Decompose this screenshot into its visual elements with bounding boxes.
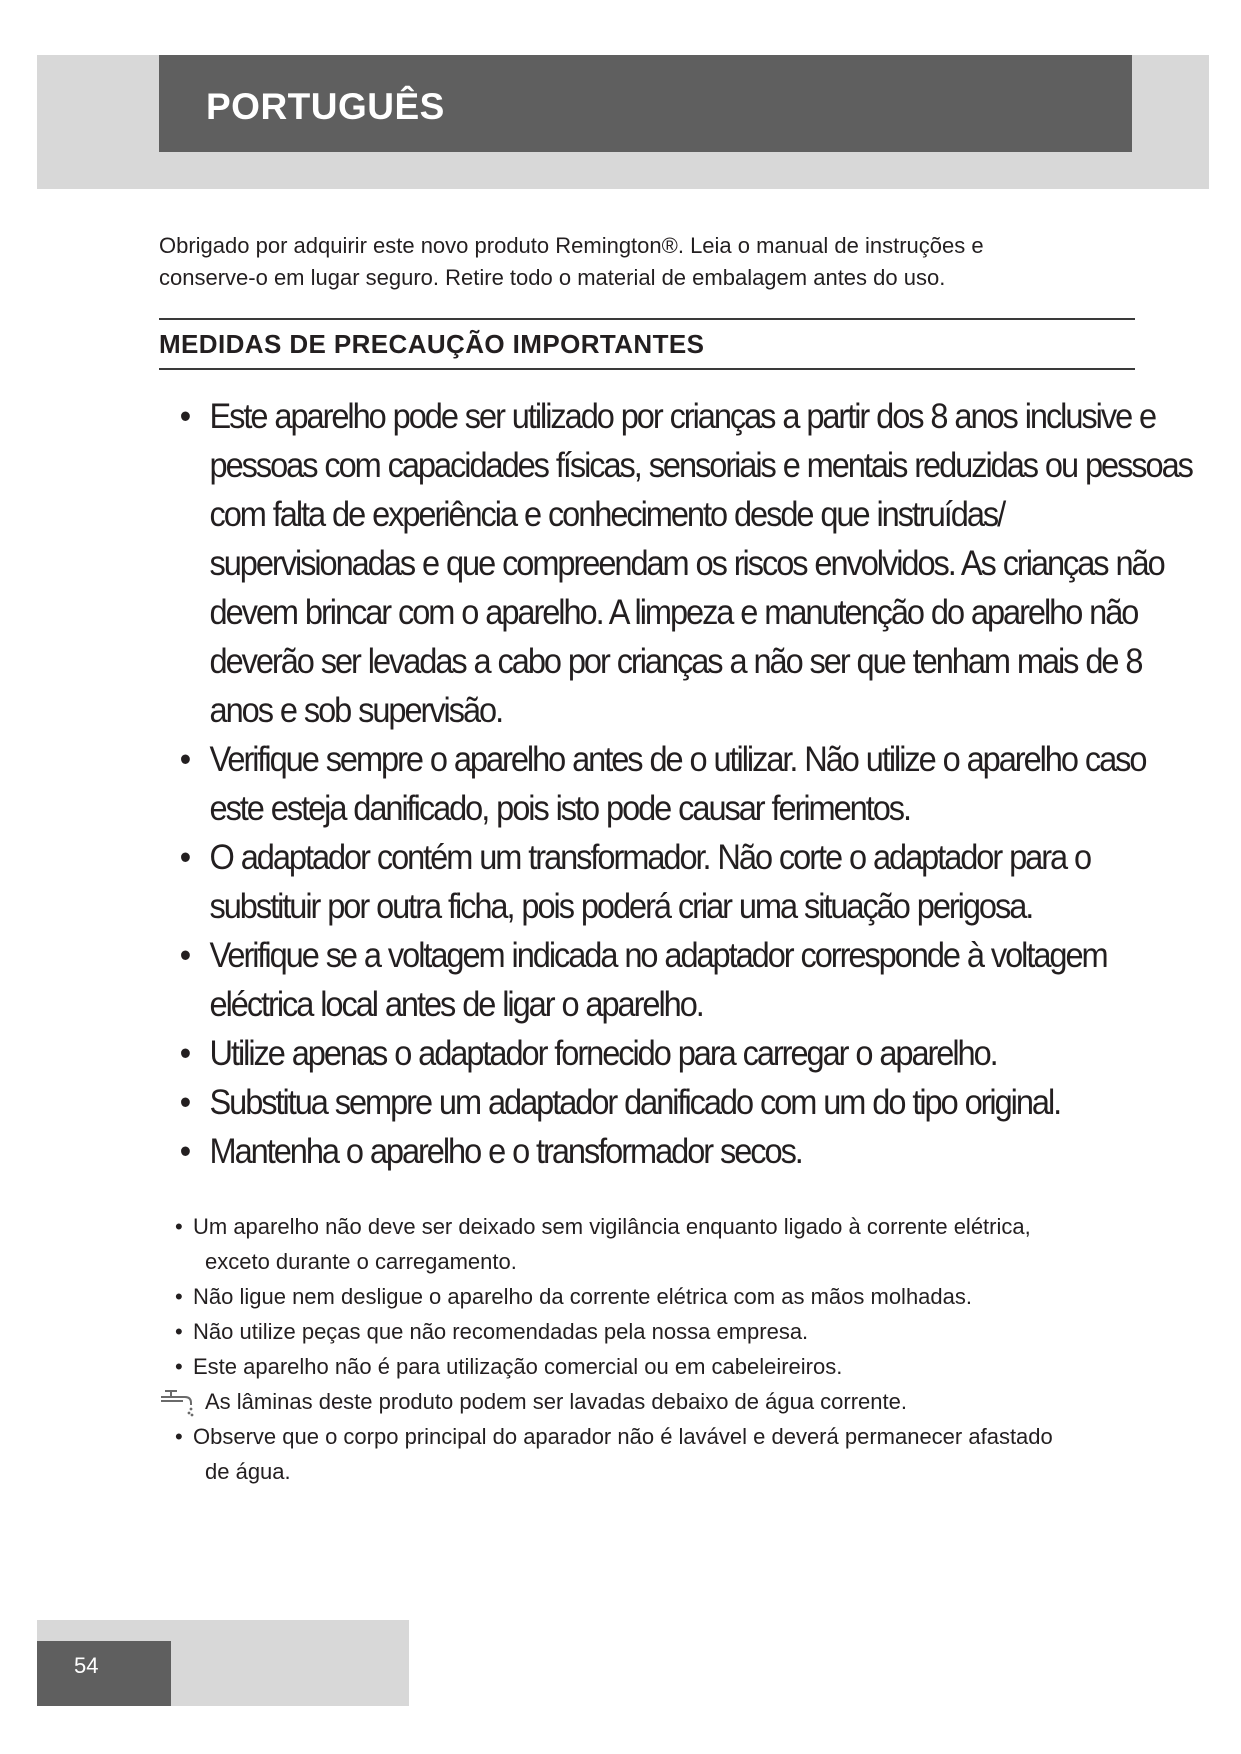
page-language-title: PORTUGUÊS	[206, 86, 445, 127]
list-item: • Um aparelho não deve ser deixado sem vigilância enquanto ligado à corrente elétrica, exceto durante o carregamento.	[159, 1209, 1149, 1279]
section-rule-top	[159, 318, 1135, 320]
intro-line: conserve-o em lugar seguro. Retire todo o material de embalagem antes do uso.	[159, 265, 946, 290]
bullet: •	[175, 1319, 183, 1344]
list-item: • Utilize apenas o adaptador fornecido para carregar o aparelho.	[150, 1029, 1195, 1078]
list-item: As lâminas deste produto podem ser lavadas debaixo de água corrente.	[159, 1384, 1149, 1419]
bullet: •	[175, 1354, 183, 1379]
section-title: MEDIDAS DE PRECAUÇÃO IMPORTANTES	[159, 329, 705, 359]
list-item: • Verifique sempre o aparelho antes de o utilizar. Não utilize o aparelho caso este esteja danificado, pois isto pode causar ferimentos.	[150, 735, 1195, 833]
bullet: •	[179, 936, 192, 975]
list-item: • Este aparelho não é para utilização comercial ou em cabeleireiros.	[159, 1349, 1149, 1384]
list-item: • Observe que o corpo principal do aparador não é lavável e deverá permanecer afastado de água.	[159, 1419, 1149, 1489]
page-number: 54	[74, 1653, 99, 1678]
intro-paragraph	[159, 230, 1119, 294]
bullet: •	[175, 1424, 183, 1449]
bullet: •	[175, 1284, 183, 1309]
list-item: • Substitua sempre um adaptador danificado com um do tipo original.	[150, 1078, 1195, 1127]
water-tap-icon	[159, 1388, 195, 1418]
bullet: •	[179, 397, 192, 436]
list-item: • Não ligue nem desligue o aparelho da corrente elétrica com as mãos molhadas.	[159, 1279, 1149, 1314]
list-item: • Mantenha o aparelho e o transformador secos.	[150, 1127, 1195, 1176]
bullet: •	[179, 740, 192, 779]
bullet: •	[179, 1132, 192, 1171]
bullet: •	[179, 1083, 192, 1122]
list-item: • O adaptador contém um transformador. Não corte o adaptador para o substituir por outra ficha, pois poderá criar uma situação perigosa.	[150, 833, 1195, 931]
bullet: •	[179, 838, 192, 877]
bullet: •	[175, 1214, 183, 1239]
list-item: • Não utilize peças que não recomendadas pela nossa empresa.	[159, 1314, 1149, 1349]
list-item: • Este aparelho pode ser utilizado por crianças a partir dos 8 anos inclusive e pessoas com capacidades físicas, sensoriais e mentais reduzidas ou pessoas com falta de experiência e conhecimento desde que instruídas/ supervisionadas e que compreendam os riscos envolvidos. As crianças não devem brincar com o aparelho. A limpeza e manutenção do aparelho não deverão ser levadas a cabo por crianças a não ser que tenham mais de 8 anos e sob supervisão.	[150, 392, 1195, 735]
bullet: •	[179, 1034, 192, 1073]
safety-list	[159, 1209, 1149, 1489]
list-item: • Verifique se a voltagem indicada no adaptador corresponde à voltagem eléctrica local antes de ligar o aparelho.	[150, 931, 1195, 1029]
section-rule-bottom	[159, 368, 1135, 370]
intro-line: Obrigado por adquirir este novo produto Remington®. Leia o manual de instruções e	[159, 233, 984, 258]
page-number-box	[37, 1641, 171, 1706]
large-print-safety-list	[150, 392, 1192, 1176]
